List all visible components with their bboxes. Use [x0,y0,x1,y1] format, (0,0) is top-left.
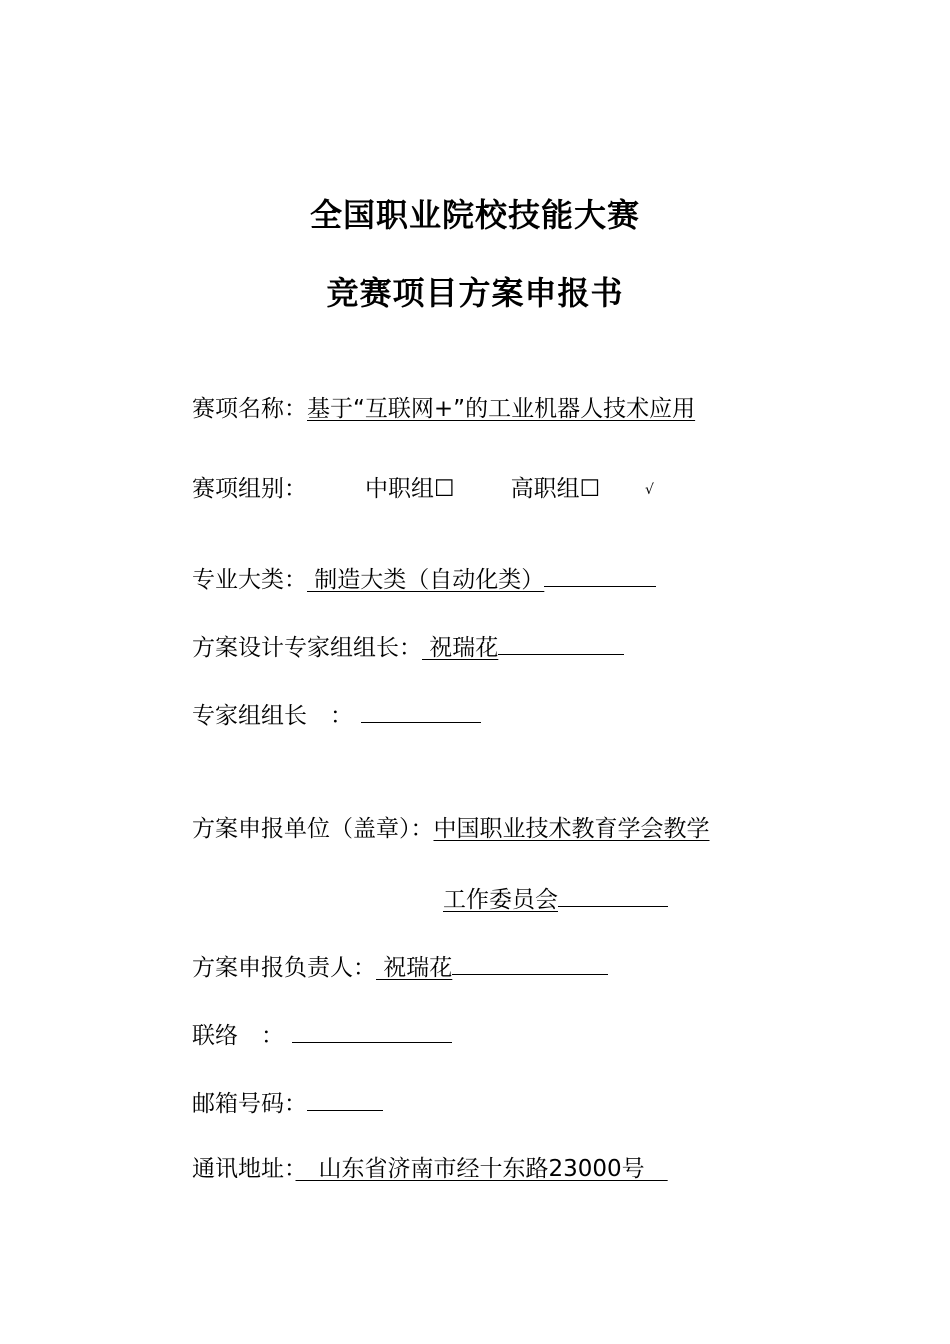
field-unit-continued [443,882,668,915]
expert-leader-blank-line [361,698,481,723]
document-title-line2: 竞赛项目方案申报书 [326,274,624,312]
major-label: 专业大类： [192,567,307,593]
address-value: 山东省济南市经十东路23000号 [295,1156,668,1182]
check-mark-icon: √ [645,482,654,498]
field-unit [192,814,710,844]
contact-label: 联络 ： [192,1023,284,1049]
field-expert-leader [192,698,481,731]
design-leader-label: 方案设计专家组组长： [192,635,422,661]
field-event-name [192,394,695,424]
responsible-value: 祝瑞花 [376,955,453,981]
group-higher-option: 高职组☐ [510,476,601,502]
field-address [192,1154,668,1184]
event-name-value: 基于“互联网+”的工业机器人技术应用 [307,396,696,422]
field-postal [192,1086,383,1119]
field-responsible [192,950,608,983]
unit-label: 方案申报单位（盖章）： [192,816,434,842]
design-leader-value: 祝瑞花 [422,635,499,661]
major-blank-line [544,562,656,587]
contact-blank-line [292,1018,452,1043]
event-name-label: 赛项名称： [192,396,307,422]
responsible-label: 方案申报负责人： [192,955,376,981]
field-major [192,562,656,595]
field-group [192,474,600,504]
unit-value-line2: 工作委员会 [443,887,558,913]
group-secondary-option: 中职组☐ [365,476,455,502]
group-label: 赛项组别： [192,476,307,502]
postal-blank-line [307,1086,383,1111]
major-value: 制造大类（自动化类） [307,567,545,593]
document-title-line1: 全国职业院校技能大赛 [309,196,640,234]
field-design-leader [192,630,624,663]
design-leader-blank-line [498,630,624,655]
responsible-blank-line [452,950,608,975]
address-label: 通讯地址： [192,1156,296,1182]
expert-leader-label: 专家组组长 ： [192,703,353,729]
unit-blank-line [558,882,668,907]
field-contact [192,1018,452,1051]
postal-label: 邮箱号码： [192,1091,307,1117]
unit-value-line1: 中国职业技术教育学会教学 [433,816,710,842]
